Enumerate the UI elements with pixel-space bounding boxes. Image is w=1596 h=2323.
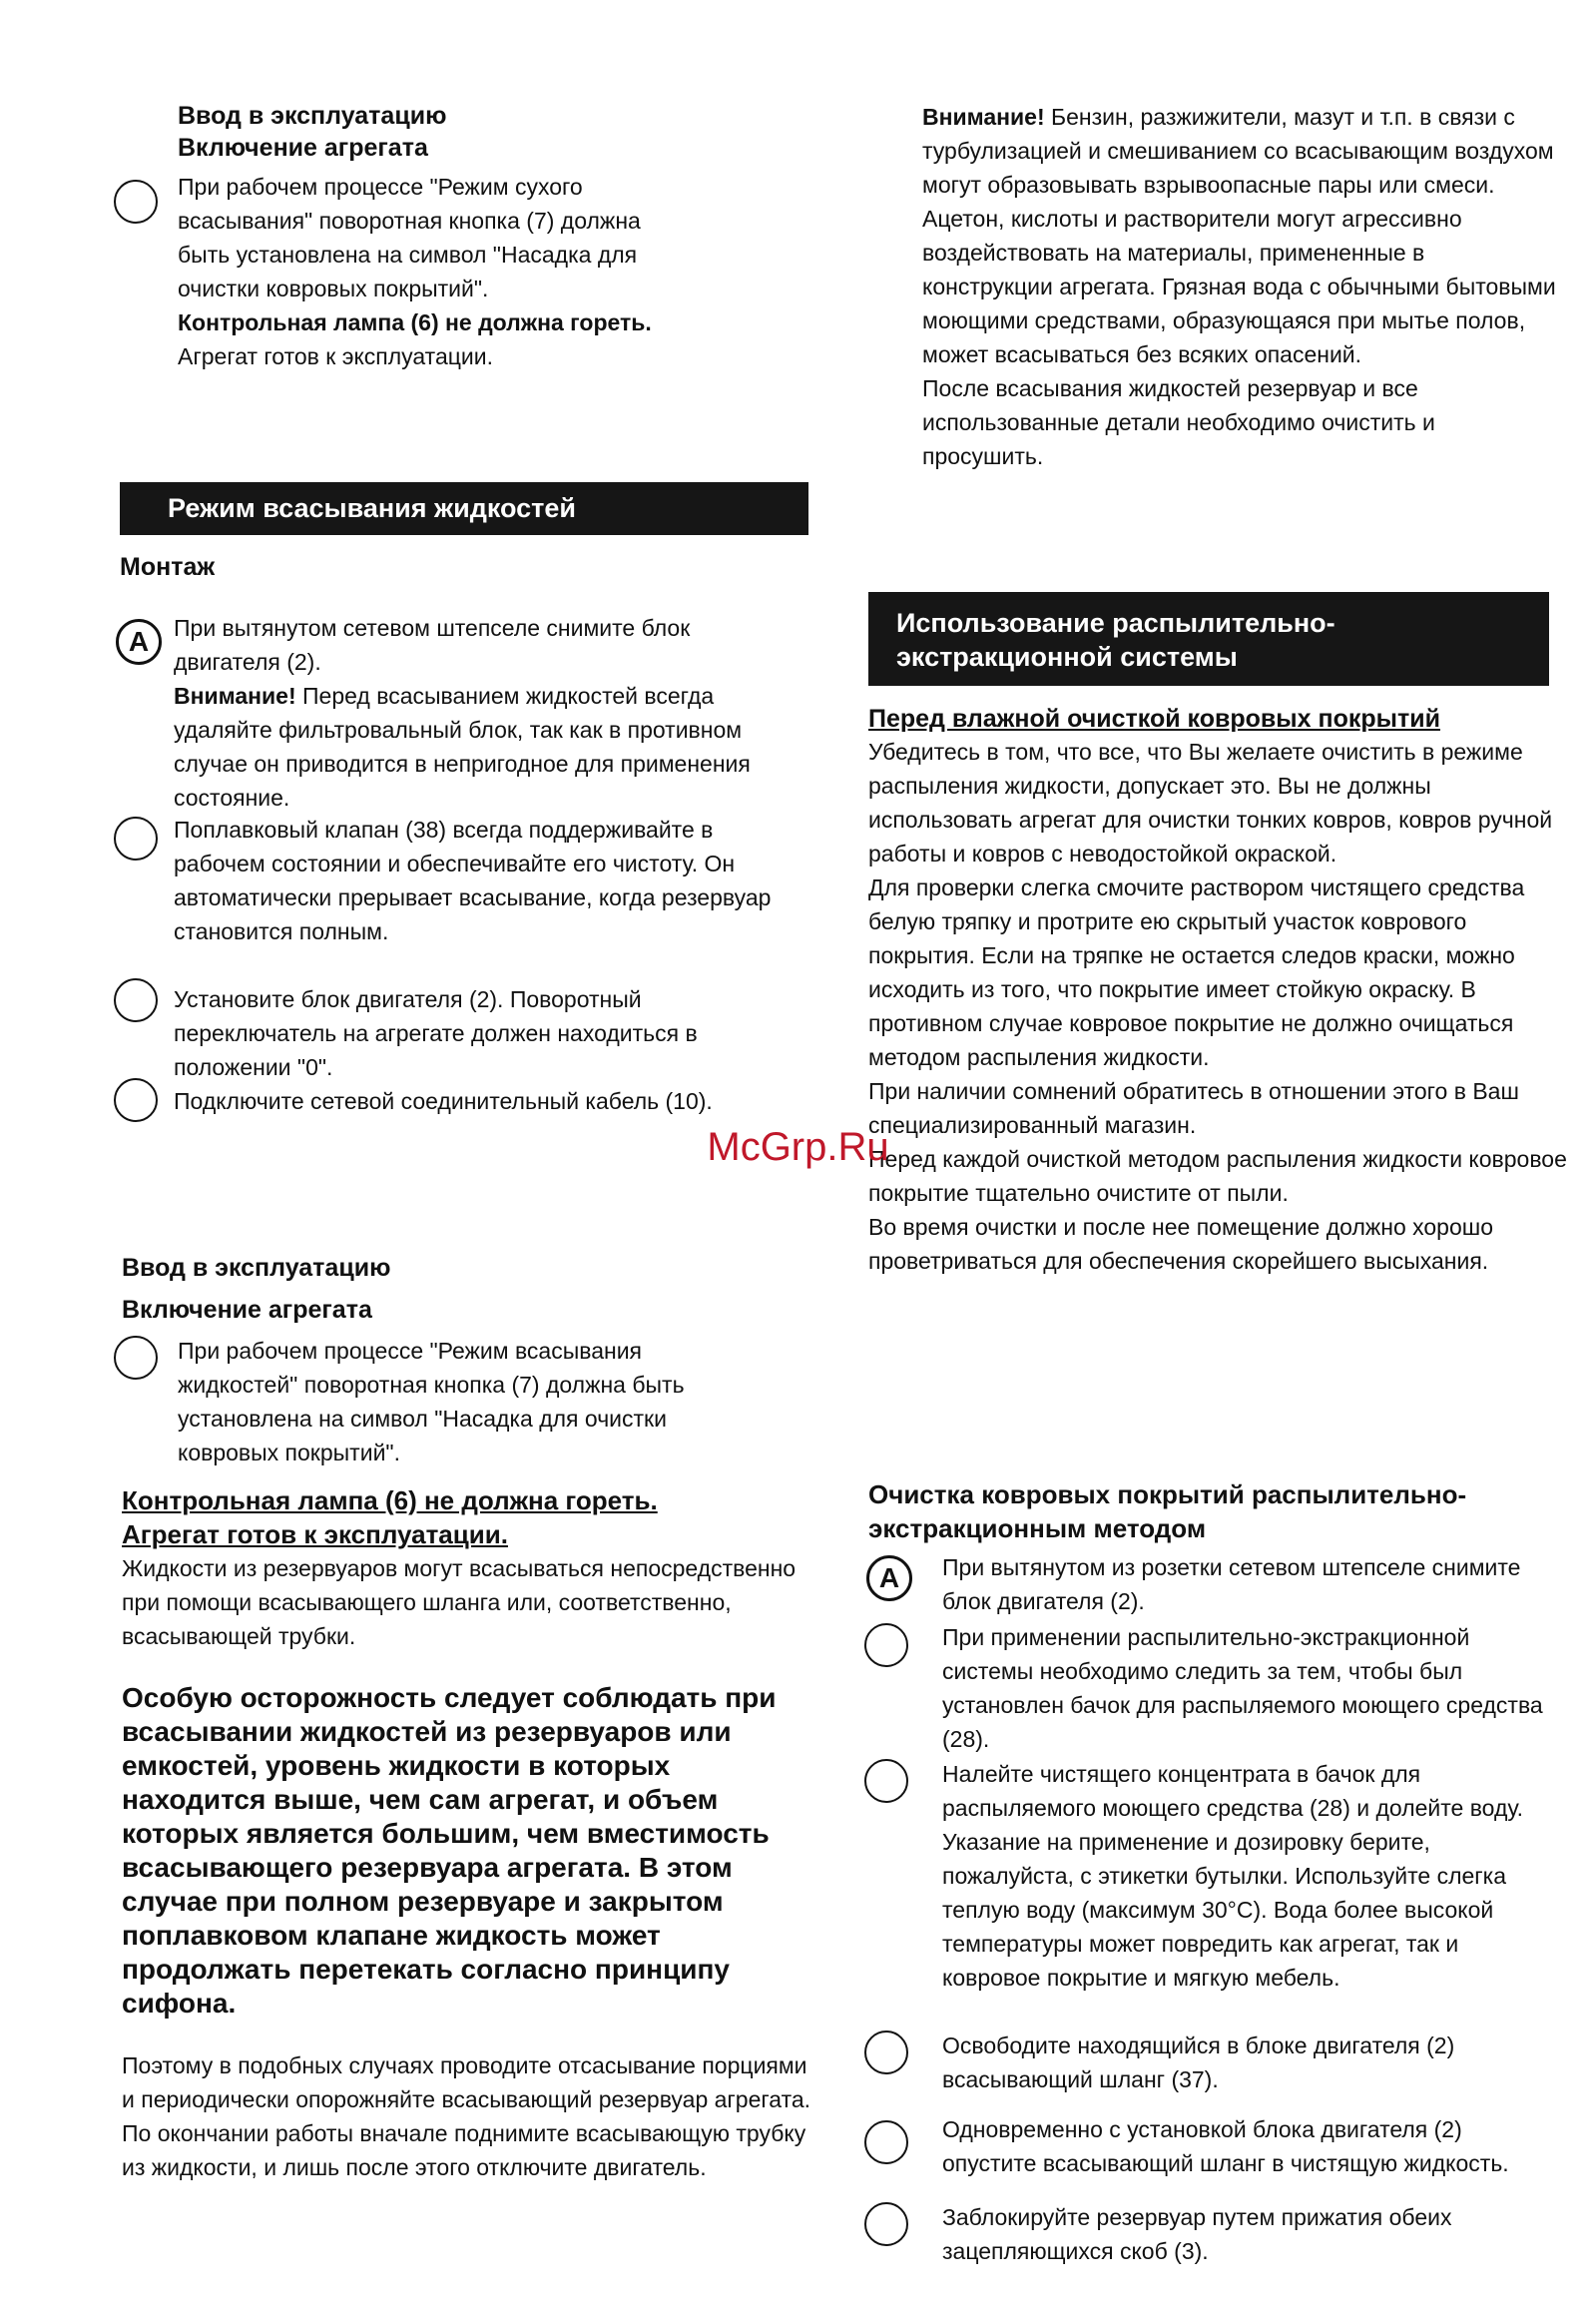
assembly-step-3-text: Установите блок двигателя (2). Поворотный переключатель на агрегате должен находиться в положении "0". bbox=[174, 986, 698, 1080]
heading-before-wet-cleaning: Перед влажной очисткой ковровых покрытий bbox=[868, 705, 1440, 733]
section-bar-spray-extraction bbox=[868, 592, 1549, 686]
assembly-heading-wrap bbox=[120, 551, 808, 583]
acetone-text: Ацетон, кислоты и растворители могут агрессивно воздействовать на материалы, примененные в конструкции агрегата. Грязная вода с обычными бытовыми моющими средствами, образующаяся при мытье полов, может всасываться без всяких опасений. bbox=[922, 206, 1556, 367]
illustration-marker-circle bbox=[114, 1336, 158, 1380]
heading-switch-on-2: Включение агрегата bbox=[122, 1296, 372, 1324]
spray-cleaning-heading-wrap bbox=[868, 1477, 1567, 1545]
hazard-notes bbox=[922, 100, 1561, 473]
illustration-marker-circle bbox=[114, 180, 158, 224]
heading-spray-cleaning: Очистка ковровых покрытий распылительно-экстракционным методом bbox=[868, 1479, 1467, 1543]
section-bar-liquid-suction bbox=[120, 482, 808, 535]
attention-text: Перед всасыванием жидкостей всегда удаляйте фильтровальный блок, так как в противном случае он приводится в непригодное для применения состояние. bbox=[174, 683, 751, 811]
liquid-mode-text: При рабочем процессе "Режим всасывания жидкостей" поворотная кнопка (7) должна быть установлена на символ "Насадка для очистки ковровых покрытий". bbox=[178, 1338, 685, 1465]
assembly-step-4-text: Подключите сетевой соединительный кабель (10). bbox=[174, 1088, 713, 1114]
spray-step-5 bbox=[942, 2112, 1561, 2180]
section-commissioning-dry bbox=[178, 100, 797, 164]
spray-step-1 bbox=[942, 1550, 1561, 1618]
wet-test-text: Для проверки слегка смочите раствором чистящего средства белую тряпку и протрите ею скрытый участок коврового покрытия. Если на тряпке не остается следов краски, можно исходить из того, что покрытие имеет стойкую окраску. В противном случае ковровое покрытие не должно очищаться методом распыления жидкости. bbox=[868, 874, 1525, 1070]
spray-step-6-text: Заблокируйте резервуар путем прижатия обеих зацепляющихся скоб (3). bbox=[942, 2204, 1452, 2264]
assembly-step-2 bbox=[174, 813, 802, 948]
spray-step-3 bbox=[942, 1757, 1561, 1995]
spray-step-5-text: Одновременно с установкой блока двигателя (2) опустите всасывающий шланг в чистящую жидкость. bbox=[942, 2116, 1509, 2176]
illustration-marker-circle bbox=[864, 1623, 908, 1667]
spray-step-2 bbox=[942, 1620, 1561, 1756]
siphon-warning: Особую осторожность следует соблюдать при всасывании жидкостей из резервуаров или емкостей, уровень жидкости в которых находится выше, чем сам агрегат, и объем которых является большим, чем вместимость всасывающего резервуара агрегата. В этом случае при полном резервуаре и закрытом поплавковом клапане жидкость может продолжать перетекать согласно принципу сифона. bbox=[122, 1682, 777, 2019]
illustration-marker-circle bbox=[864, 1759, 908, 1803]
assembly-step-1-text: При вытянутом сетевом штепселе снимите блок двигателя (2). bbox=[174, 615, 691, 675]
heading-commissioning: Ввод в эксплуатацию bbox=[178, 102, 447, 130]
illustration-marker-circle bbox=[864, 2120, 908, 2164]
assembly-step-2-text: Поплавковый клапан (38) всегда поддерживайте в рабочем состоянии и обеспечивайте его чистоту. Он автоматически прерывает всасывание, когда резервуар становится полным. bbox=[174, 817, 772, 944]
bar-title-2: Использование распылительно-экстракционной системы bbox=[896, 608, 1335, 672]
assembly-step-1 bbox=[174, 611, 802, 815]
dry-mode-text: При рабочем процессе "Режим сухого всасывания" поворотная кнопка (7) должна быть установлена на символ "Насадка для очистки ковровых покрытий". bbox=[178, 174, 641, 301]
portion-suction-text: Поэтому в подобных случаях проводите отсасывание порциями и периодически опорожняйте всасывающий резервуар агрегата. По окончании работы вначале поднимите всасывающую трубку из жидкости, и лишь после этого отключите двигатель. bbox=[122, 2052, 811, 2180]
figure-a-marker: A bbox=[866, 1555, 912, 1601]
illustration-marker-circle bbox=[114, 817, 158, 861]
wet-ventilate-text: Во время очистки и после нее помещение должно хорошо проветриваться для обеспечения скорейшего высыхания. bbox=[868, 1214, 1493, 1274]
assembly-step-4 bbox=[174, 1084, 802, 1118]
wet-dust-text: Перед каждой очисткой методом распыления жидкости ковровое покрытие тщательно очистите от пыли. bbox=[868, 1146, 1567, 1206]
wet-doubt-text: При наличии сомнений обратитесь в отношении этого в Ваш специализированный магазин. bbox=[868, 1078, 1519, 1138]
ready-note-2: Агрегат готов к эксплуатации. bbox=[122, 1519, 508, 1549]
section-commissioning-liquid bbox=[122, 1252, 800, 1326]
attention-label: Внимание! bbox=[174, 683, 296, 709]
liquids-text: Жидкости из резервуаров могут всасываться непосредственно при помощи всасывающего шланга или, соответственно, всасывающей трубки. bbox=[122, 1555, 797, 1649]
heading-assembly: Монтаж bbox=[120, 553, 216, 581]
after-suction-text: После всасывания жидкостей резервуар и все использованные детали необходимо очистить и просушить. bbox=[922, 375, 1435, 469]
lamp-note-2: Контрольная лампа (6) не должна гореть. bbox=[122, 1485, 658, 1515]
illustration-marker-circle bbox=[864, 2031, 908, 2074]
illustration-marker-circle bbox=[114, 1078, 158, 1122]
ready-note: Агрегат готов к эксплуатации. bbox=[178, 343, 493, 369]
attention-label-2: Внимание! bbox=[922, 104, 1045, 130]
spray-step-4-text: Освободите находящийся в блоке двигателя (2) всасывающий шланг (37). bbox=[942, 2033, 1455, 2092]
spray-step-6 bbox=[942, 2200, 1561, 2268]
watermark: McGrp.Ru bbox=[707, 1125, 889, 1169]
bar-title: Режим всасывания жидкостей bbox=[168, 493, 577, 523]
heading-switch-on: Включение агрегата bbox=[178, 134, 428, 162]
spray-step-3-text: Налейте чистящего концентрата в бачок для распыляемого моющего средства (28) и долейте воду. Указание на применение и дозировку берите, пожалуйста, с этикетки бутылки. Используйте слегка теплую воду (максимум 30°C). Вода более высокой температуры может повредить как агрегат, так и ковровое покрытие и мягкую мебель. bbox=[942, 1761, 1523, 1991]
lamp-note: Контрольная лампа (6) не должна гореть. bbox=[178, 309, 652, 335]
attention-text-2: Бензин, разжижители, мазут и т.п. в связи с турбулизацией и смешиванием со всасывающим воздухом могут образовывать взрывоопасные пары или смеси. bbox=[922, 104, 1554, 198]
illustration-marker-circle bbox=[864, 2202, 908, 2246]
dry-mode-instructions bbox=[178, 170, 697, 373]
spray-step-4 bbox=[942, 2029, 1561, 2096]
spray-step-1-text: При вытянутом из розетки сетевом штепселе снимите блок двигателя (2). bbox=[942, 1554, 1521, 1614]
wet-check-text: Убедитесь в том, что все, что Вы желаете очистить в режиме распыления жидкости, допускает это. Вы не должны использовать агрегат для очистки тонких ковров, ковров ручной работы и ковров с неводостойкой окраской. bbox=[868, 739, 1553, 867]
liquid-mode-instructions bbox=[178, 1334, 767, 1469]
liquid-notes bbox=[122, 1483, 820, 2184]
spray-step-2-text: При применении распылительно-экстракционной системы необходимо следить за тем, чтобы был установлен бачок для распыляемого моющего средства (28). bbox=[942, 1624, 1543, 1752]
illustration-marker-circle bbox=[114, 978, 158, 1022]
heading-commissioning-2: Ввод в эксплуатацию bbox=[122, 1254, 391, 1282]
figure-a-marker: A bbox=[116, 619, 162, 665]
wet-cleaning-section bbox=[868, 703, 1567, 1278]
assembly-step-3 bbox=[174, 982, 802, 1084]
